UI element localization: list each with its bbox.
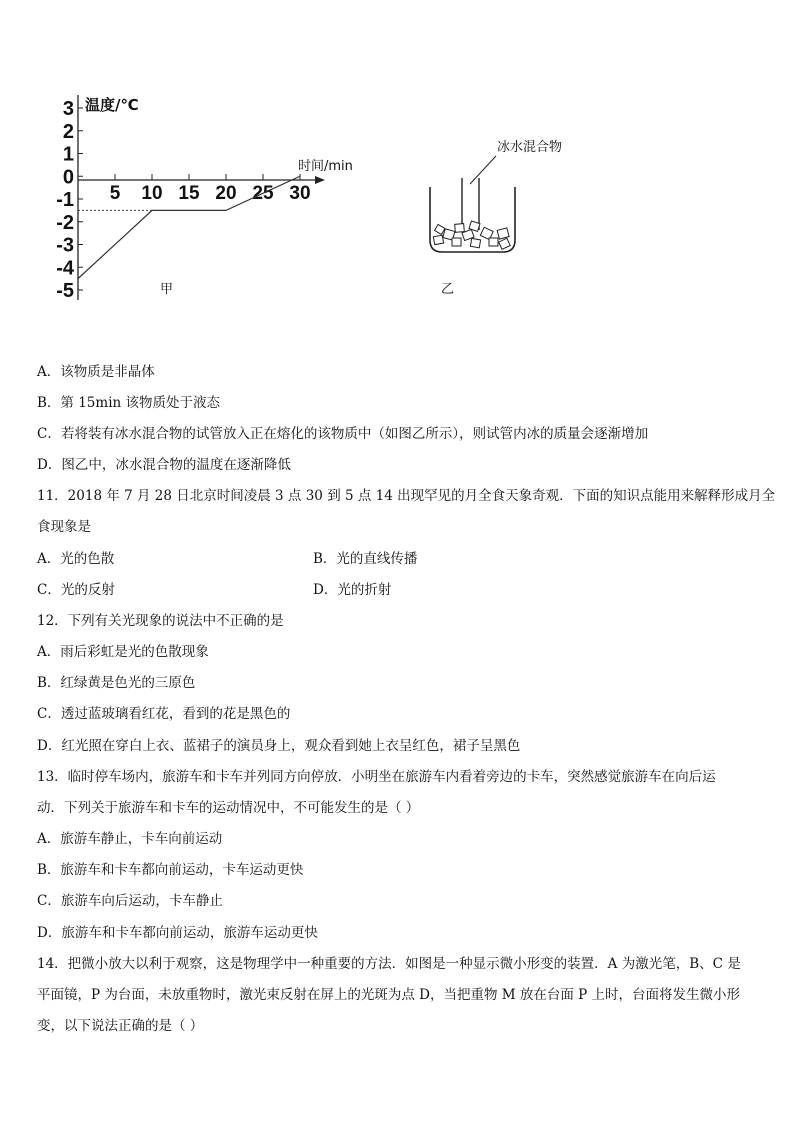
y-tick-label: -5 — [56, 280, 74, 302]
y-tick-label: -3 — [56, 234, 74, 257]
x-tick-label: 25 — [252, 183, 274, 204]
q14-stem-line-3: 变，以下说法正确的是（ ） — [37, 1018, 204, 1034]
q13-option-c: C．旅游车向后运动，卡车静止 — [37, 893, 223, 909]
x-tick-label: 5 — [109, 183, 121, 204]
q11-option-c: C．光的反射 — [37, 582, 115, 598]
q13-option-b: B．旅游车和卡车都向前运动，卡车运动更快 — [37, 862, 304, 878]
q10-option-c: C．若将装有冰水混合物的试管放入正在熔化的该物质中（如图乙所示），则试管内冰的质量会逐渐增加 — [37, 426, 649, 442]
y-tick-label: -4 — [56, 257, 74, 280]
beaker — [430, 187, 515, 252]
q12-option-a: A．雨后彩虹是光的色散现象 — [37, 644, 209, 660]
q10-option-a: A．该物质是非晶体 — [37, 364, 155, 380]
q12-option-d: D．红光照在穿白上衣、蓝裙子的演员身上，观众看到她上衣呈红色，裙子呈黑色 — [37, 738, 521, 754]
ice-water-label: 冰水混合物 — [497, 140, 563, 155]
q13-option-d: D．旅游车和卡车都向前运动，旅游车运动更快 — [37, 925, 318, 941]
x-tick-label: 30 — [289, 183, 311, 204]
q13-stem-line-2: 动．下列关于旅游车和卡车的运动情况中，不可能发生的是（ ） — [37, 800, 420, 816]
x-tick-label: 20 — [215, 183, 237, 204]
q11-option-b: B．光的直线传播 — [313, 551, 418, 567]
q14-stem-line-1: 14．把微小放大以利于观察，这是物理学中一种重要的方法．如图是一种显示微小形变的装置．A 为激光笔，B、C 是 — [37, 956, 741, 972]
y-tick-label: 2 — [62, 120, 74, 143]
label-leader-line — [470, 156, 496, 184]
y-tick-label: -2 — [56, 211, 74, 234]
ice-cubes — [433, 221, 510, 249]
q13-option-a: A．旅游车静止，卡车向前运动 — [37, 831, 223, 847]
q14-stem-line-2: 平面镜，P 为台面，未放重物时，激光束反射在屏上的光斑为点 D，当把重物 M 放在台面 P 上时，台面将发生微小形 — [37, 987, 741, 1003]
q13-stem-line-1: 13．临时停车场内，旅游车和卡车并列同方向停放．小明坐在旅游车内看着旁边的卡车，突然感觉旅游车在向后运 — [37, 769, 716, 785]
q11-option-d: D．光的折射 — [313, 582, 392, 598]
q12-option-b: B．红绿黄是色光的三原色 — [37, 675, 196, 691]
figure-b-caption: 乙 — [441, 282, 455, 297]
y-axis-label: 温度/℃ — [85, 96, 139, 114]
q10-option-b: B．第 15min 该物质处于液态 — [37, 395, 220, 411]
figure-area — [0, 0, 794, 330]
q11-stem-line-1: 11．2018 年 7 月 28 日北京时间凌晨 3 点 30 到 5 点 14 出现罕见的月全食天象奇观．下面的知识点能用来解释形成月全 — [37, 488, 776, 504]
y-tick-label: 3 — [62, 98, 74, 120]
y-tick-label: -1 — [56, 189, 74, 211]
y-ticks — [56, 98, 83, 302]
x-ticks — [110, 174, 311, 204]
q11-option-a: A．光的色散 — [37, 551, 115, 567]
temperature-time-chart — [0, 0, 400, 330]
q11-stem-line-2: 食现象是 — [37, 519, 91, 535]
q12-stem: 12．下列有关光现象的说法中不正确的是 — [37, 613, 284, 629]
x-tick-label: 15 — [178, 183, 200, 204]
x-tick-label: 10 — [141, 183, 163, 204]
figure-a-caption: 甲 — [160, 282, 174, 297]
x-axis-arrow — [315, 176, 325, 184]
q10-option-d: D．图乙中，冰水混合物的温度在逐渐降低 — [37, 457, 291, 473]
x-axis-label: 时间/min — [298, 159, 353, 174]
y-tick-label: 1 — [62, 143, 74, 166]
q12-option-c: C．透过蓝玻璃看红花，看到的花是黑色的 — [37, 706, 291, 722]
y-tick-label: 0 — [62, 166, 74, 189]
